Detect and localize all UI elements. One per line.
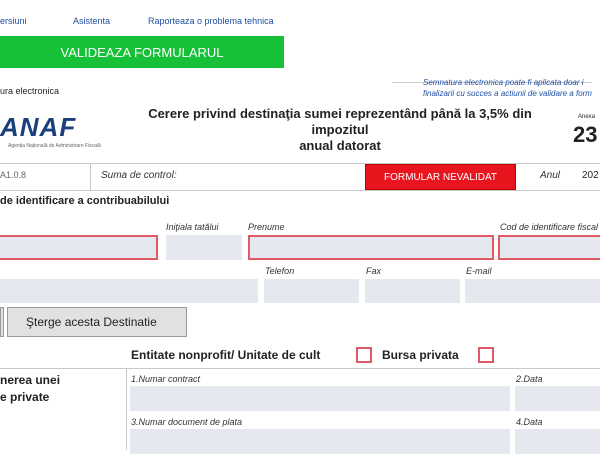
nonprofit-label: Entitate nonprofit/ Unitate de cult — [131, 348, 321, 362]
section-identification-title: de identificare a contribuabilului — [0, 195, 170, 207]
email-field[interactable] — [465, 279, 600, 303]
divider — [126, 368, 127, 450]
title-line-1: Cerere privind destinaţia sumei reprezentând până la 3,5% din impozitul — [148, 106, 532, 137]
form-title — [118, 106, 562, 154]
side-label — [0, 372, 60, 406]
side-label-line-1: nerea unei — [0, 373, 61, 387]
data2-label: 4.Data — [516, 417, 543, 427]
title-line-2: anual datorat — [299, 138, 381, 153]
signature-label: ura electronica — [0, 86, 60, 96]
data1-label: 2.Data — [516, 374, 543, 384]
bursa-label: Bursa privata — [382, 348, 459, 362]
anaf-logo — [0, 112, 101, 149]
previous-button-edge[interactable] — [0, 307, 4, 337]
prenume-field[interactable] — [248, 235, 494, 260]
cod-label: Cod de identificare fiscal — [500, 222, 599, 232]
data1-field[interactable] — [515, 386, 600, 411]
telefon-field[interactable] — [264, 279, 359, 303]
fax-label: Fax — [366, 266, 382, 276]
link-assist[interactable]: Asistenta — [73, 16, 111, 26]
adresa-field[interactable] — [0, 279, 258, 303]
telefon-label: Telefon — [265, 266, 295, 276]
status-badge: FORMULAR NEVALIDAT — [365, 164, 516, 190]
control-sum-label: Suma de control: — [101, 170, 177, 181]
link-report-problem[interactable]: Raporteaza o problema tehnica — [148, 16, 274, 26]
anexa-number: 23 — [573, 122, 598, 147]
nr-document-field[interactable] — [130, 429, 510, 454]
fax-field[interactable] — [365, 279, 460, 303]
link-versions[interactable]: ersiuni — [0, 16, 27, 26]
nonprofit-checkbox[interactable] — [356, 347, 372, 363]
logo-tagline: Agenția Națională de Administrare Fiscală — [8, 143, 101, 149]
year-value: 202 — [582, 170, 599, 181]
nr-document-label: 3.Numar document de plata — [131, 417, 243, 427]
logo-text: ANAF — [0, 112, 77, 142]
divider — [90, 163, 91, 190]
initiala-field[interactable] — [166, 235, 242, 260]
side-label-line-2: e private — [0, 390, 50, 404]
signature-note-2: finalizarii cu succes a actiunii de validare a form — [423, 89, 592, 98]
year-label: Anul — [540, 170, 561, 181]
version-label: A1.0.8 — [0, 170, 27, 180]
anexa-label: Anexa — [578, 114, 596, 120]
prenume-label: Prenume — [248, 222, 285, 232]
signature-note-1: Semnatura electronica poate fi aplicata doar i — [423, 78, 584, 87]
nr-contract-field[interactable] — [130, 386, 510, 411]
cod-field[interactable] — [498, 235, 600, 260]
nr-contract-label: 1.Numar contract — [131, 374, 201, 384]
divider — [0, 368, 600, 369]
validate-form-button[interactable]: VALIDEAZA FORMULARUL — [0, 36, 284, 68]
bursa-checkbox[interactable] — [478, 347, 494, 363]
delete-destination-button[interactable]: Şterge acesta Destinatie — [7, 307, 187, 337]
nume-field[interactable] — [0, 235, 158, 260]
email-label: E-mail — [466, 266, 492, 276]
initiala-label: Iniţiala tatălui — [166, 222, 219, 232]
data2-field[interactable] — [515, 429, 600, 454]
divider — [0, 190, 600, 191]
